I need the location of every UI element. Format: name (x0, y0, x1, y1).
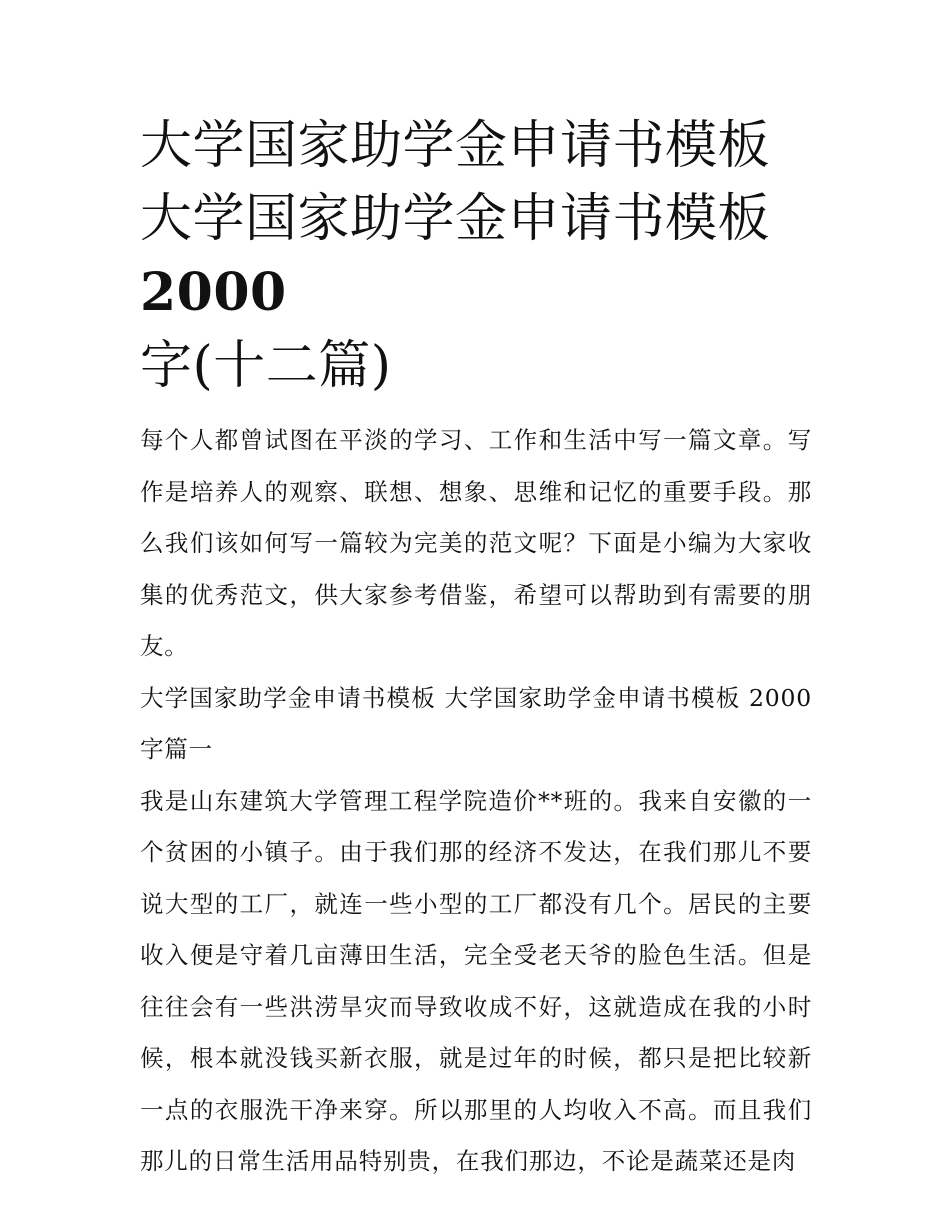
title-main: 大学国家助学金申请书模板 大学国家助学金申请书模板 (140, 116, 771, 249)
title-tail: 字(十二篇) (140, 336, 392, 396)
document-page (140, 110, 812, 1188)
section-heading: 大学国家助学金申请书模板 大学国家助学金申请书模板 2000 字篇一 (140, 683, 812, 763)
intro-paragraph: 每个人都曾试图在平淡的学习、工作和生活中写一篇文章。写作是培养人的观察、联想、想象、思维和记忆的重要手段。那么我们该如何写一篇较为完美的范文呢？下面是小编为大家收集的优秀范文，供大家参考借鉴，希望可以帮助到有需要的朋友。 (140, 426, 812, 660)
title-number: 2000 (140, 262, 287, 323)
body-paragraph: 我是山东建筑大学管理工程学院造价**班的。我来自安徽的一个贫困的小镇子。由于我们那的经济不发达，在我们那儿不要说大型的工厂，就连一些小型的工厂都没有几个。居民的主要收入便是守着几亩薄田生活，完全受老天爷的脸色生活。但是往往会有一些洪涝旱灾而导致收成不好，这就造成在我的小时候，根本就没钱买新衣服，就是过年的时候，都只是把比较新一点的衣服洗干净来穿。所以那里的人均收入不高。而且我们那儿的日常生活用品特别贵，在我们那边，不论是蔬菜还是肉 (140, 786, 812, 1175)
document-title (140, 110, 812, 403)
